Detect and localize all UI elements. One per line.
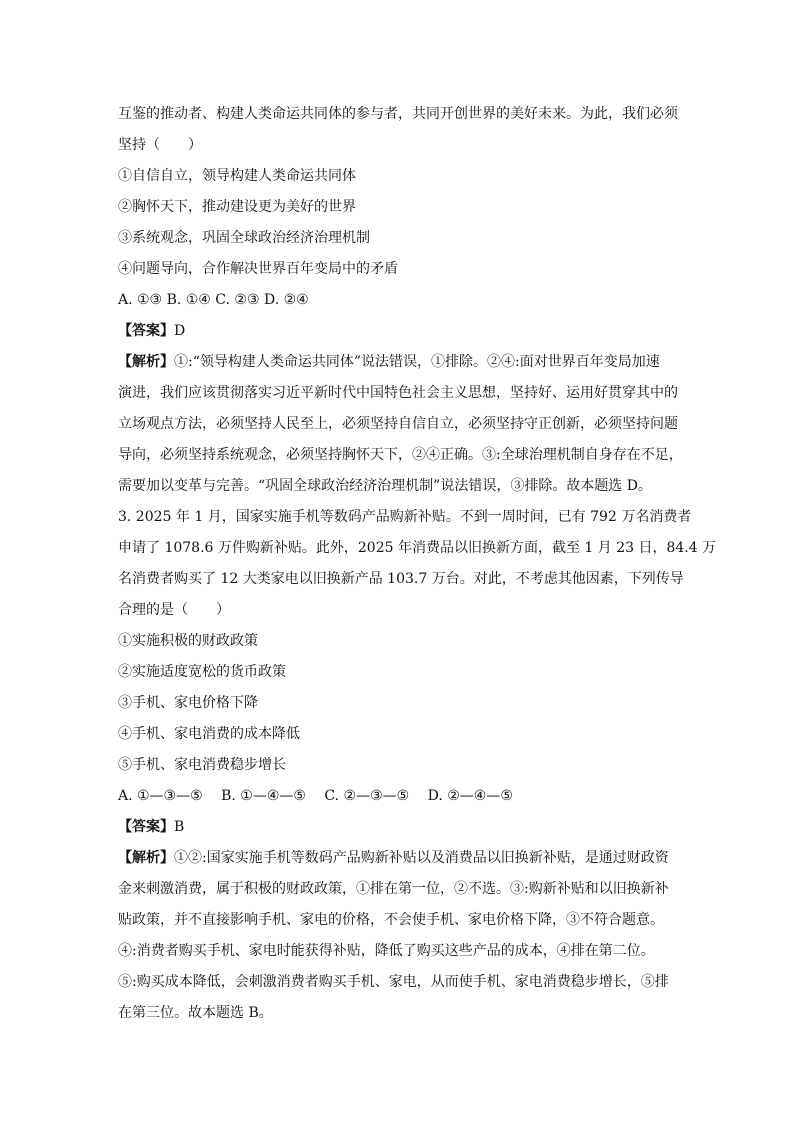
answer-value: B: [174, 819, 185, 835]
question-stem-line: 名消费者购买了 12 大类家电以旧换新产品 103.7 万台。对此，不考虑其他因素，下列传导: [118, 571, 684, 587]
analysis-line: [118, 843, 678, 874]
question-stem-line: 3. 2025 年 1 月，国家实施手机等数码产品购新补贴。不到一周时间，已有 792 万名消费者: [118, 509, 692, 525]
option-statement: ①自信自立，领导构建人类命运共同体: [118, 168, 356, 184]
option-statement: ④手机、家电消费的成本降低: [118, 726, 300, 742]
analysis-label: 【解析】: [118, 354, 174, 370]
option-statement: ②实施适度宽松的货币政策: [118, 664, 286, 680]
answer-label: 【答案】: [118, 819, 174, 835]
option-statement: ①实施积极的财政政策: [118, 633, 258, 649]
analysis-text: ①:“领导构建人类命运共同体”说法错误，①排除。②④:面对世界百年变局加速: [174, 354, 660, 370]
analysis-line: 立场观点方法，必须坚持人民至上，必须坚持自信自立，必须坚持守正创新，必须坚持问题: [118, 416, 678, 432]
question-stem-line: 合理的是（ ）: [118, 602, 230, 618]
question-stem-line: 申请了 1078.6 万件购新补贴。此外，2025 年消费品以旧换新方面，截至 1 月 23 日，84.4 万: [118, 540, 717, 556]
answer-label: 【答案】: [118, 323, 174, 339]
analysis-text: ①②:国家实施手机等数码产品购新补贴以及消费品以旧换新补贴，是通过财政资: [174, 850, 669, 866]
answer-choices: A. ①—③—⑤ B. ①—④—⑤ C. ②—③—⑤ D. ②—④—⑤: [118, 788, 513, 804]
analysis-line: 导向，必须坚持系统观念，必须坚持胸怀天下，②④正确。③:全球治理机制自身存在不足，: [118, 447, 683, 463]
question-stem-line: 互鉴的推动者、构建人类命运共同体的参与者，共同开创世界的美好未来。为此，我们必须: [118, 106, 678, 122]
analysis-line: [118, 347, 678, 378]
analysis-label: 【解析】: [118, 850, 174, 866]
option-statement: ③系统观念，巩固全球政治经济治理机制: [118, 230, 370, 246]
answer-choices: A. ①③ B. ①④ C. ②③ D. ②④: [118, 292, 309, 308]
document-body: [118, 99, 717, 1029]
analysis-line: 需要加以变革与完善。“巩固全球政治经济治理机制”说法错误，③排除。故本题选 D。: [118, 478, 652, 494]
analysis-line: 演进，我们应该贯彻落实习近平新时代中国特色社会主义思想，坚持好、运用好贯穿其中的: [118, 385, 678, 401]
analysis-line: 金来刺激消费，属于积极的财政政策，①排在第一位，②不选。③:购新补贴和以旧换新补: [118, 881, 669, 897]
answer-line: [118, 812, 678, 843]
answer-value: D: [174, 323, 186, 339]
option-statement: ④问题导向，合作解决世界百年变局中的矛盾: [118, 261, 398, 277]
analysis-line: 在第三位。故本题选 B。: [118, 1005, 273, 1021]
option-statement: ②胸怀天下，推动建设更为美好的世界: [118, 199, 356, 215]
analysis-line: ⑤:购买成本降低，会刺激消费者购买手机、家电，从而使手机、家电消费稳步增长，⑤排: [118, 974, 669, 990]
answer-line: [118, 316, 678, 347]
question-stem-line: 坚持（ ）: [118, 137, 202, 153]
option-statement: ③手机、家电价格下降: [118, 695, 258, 711]
analysis-line: 贴政策，并不直接影响手机、家电的价格，不会使手机、家电价格下降，③不符合题意。: [118, 912, 664, 928]
analysis-line: ④:消费者购买手机、家电时能获得补贴，降低了购买这些产品的成本，④排在第二位。: [118, 943, 655, 959]
option-statement: ⑤手机、家电消费稳步增长: [118, 757, 286, 773]
